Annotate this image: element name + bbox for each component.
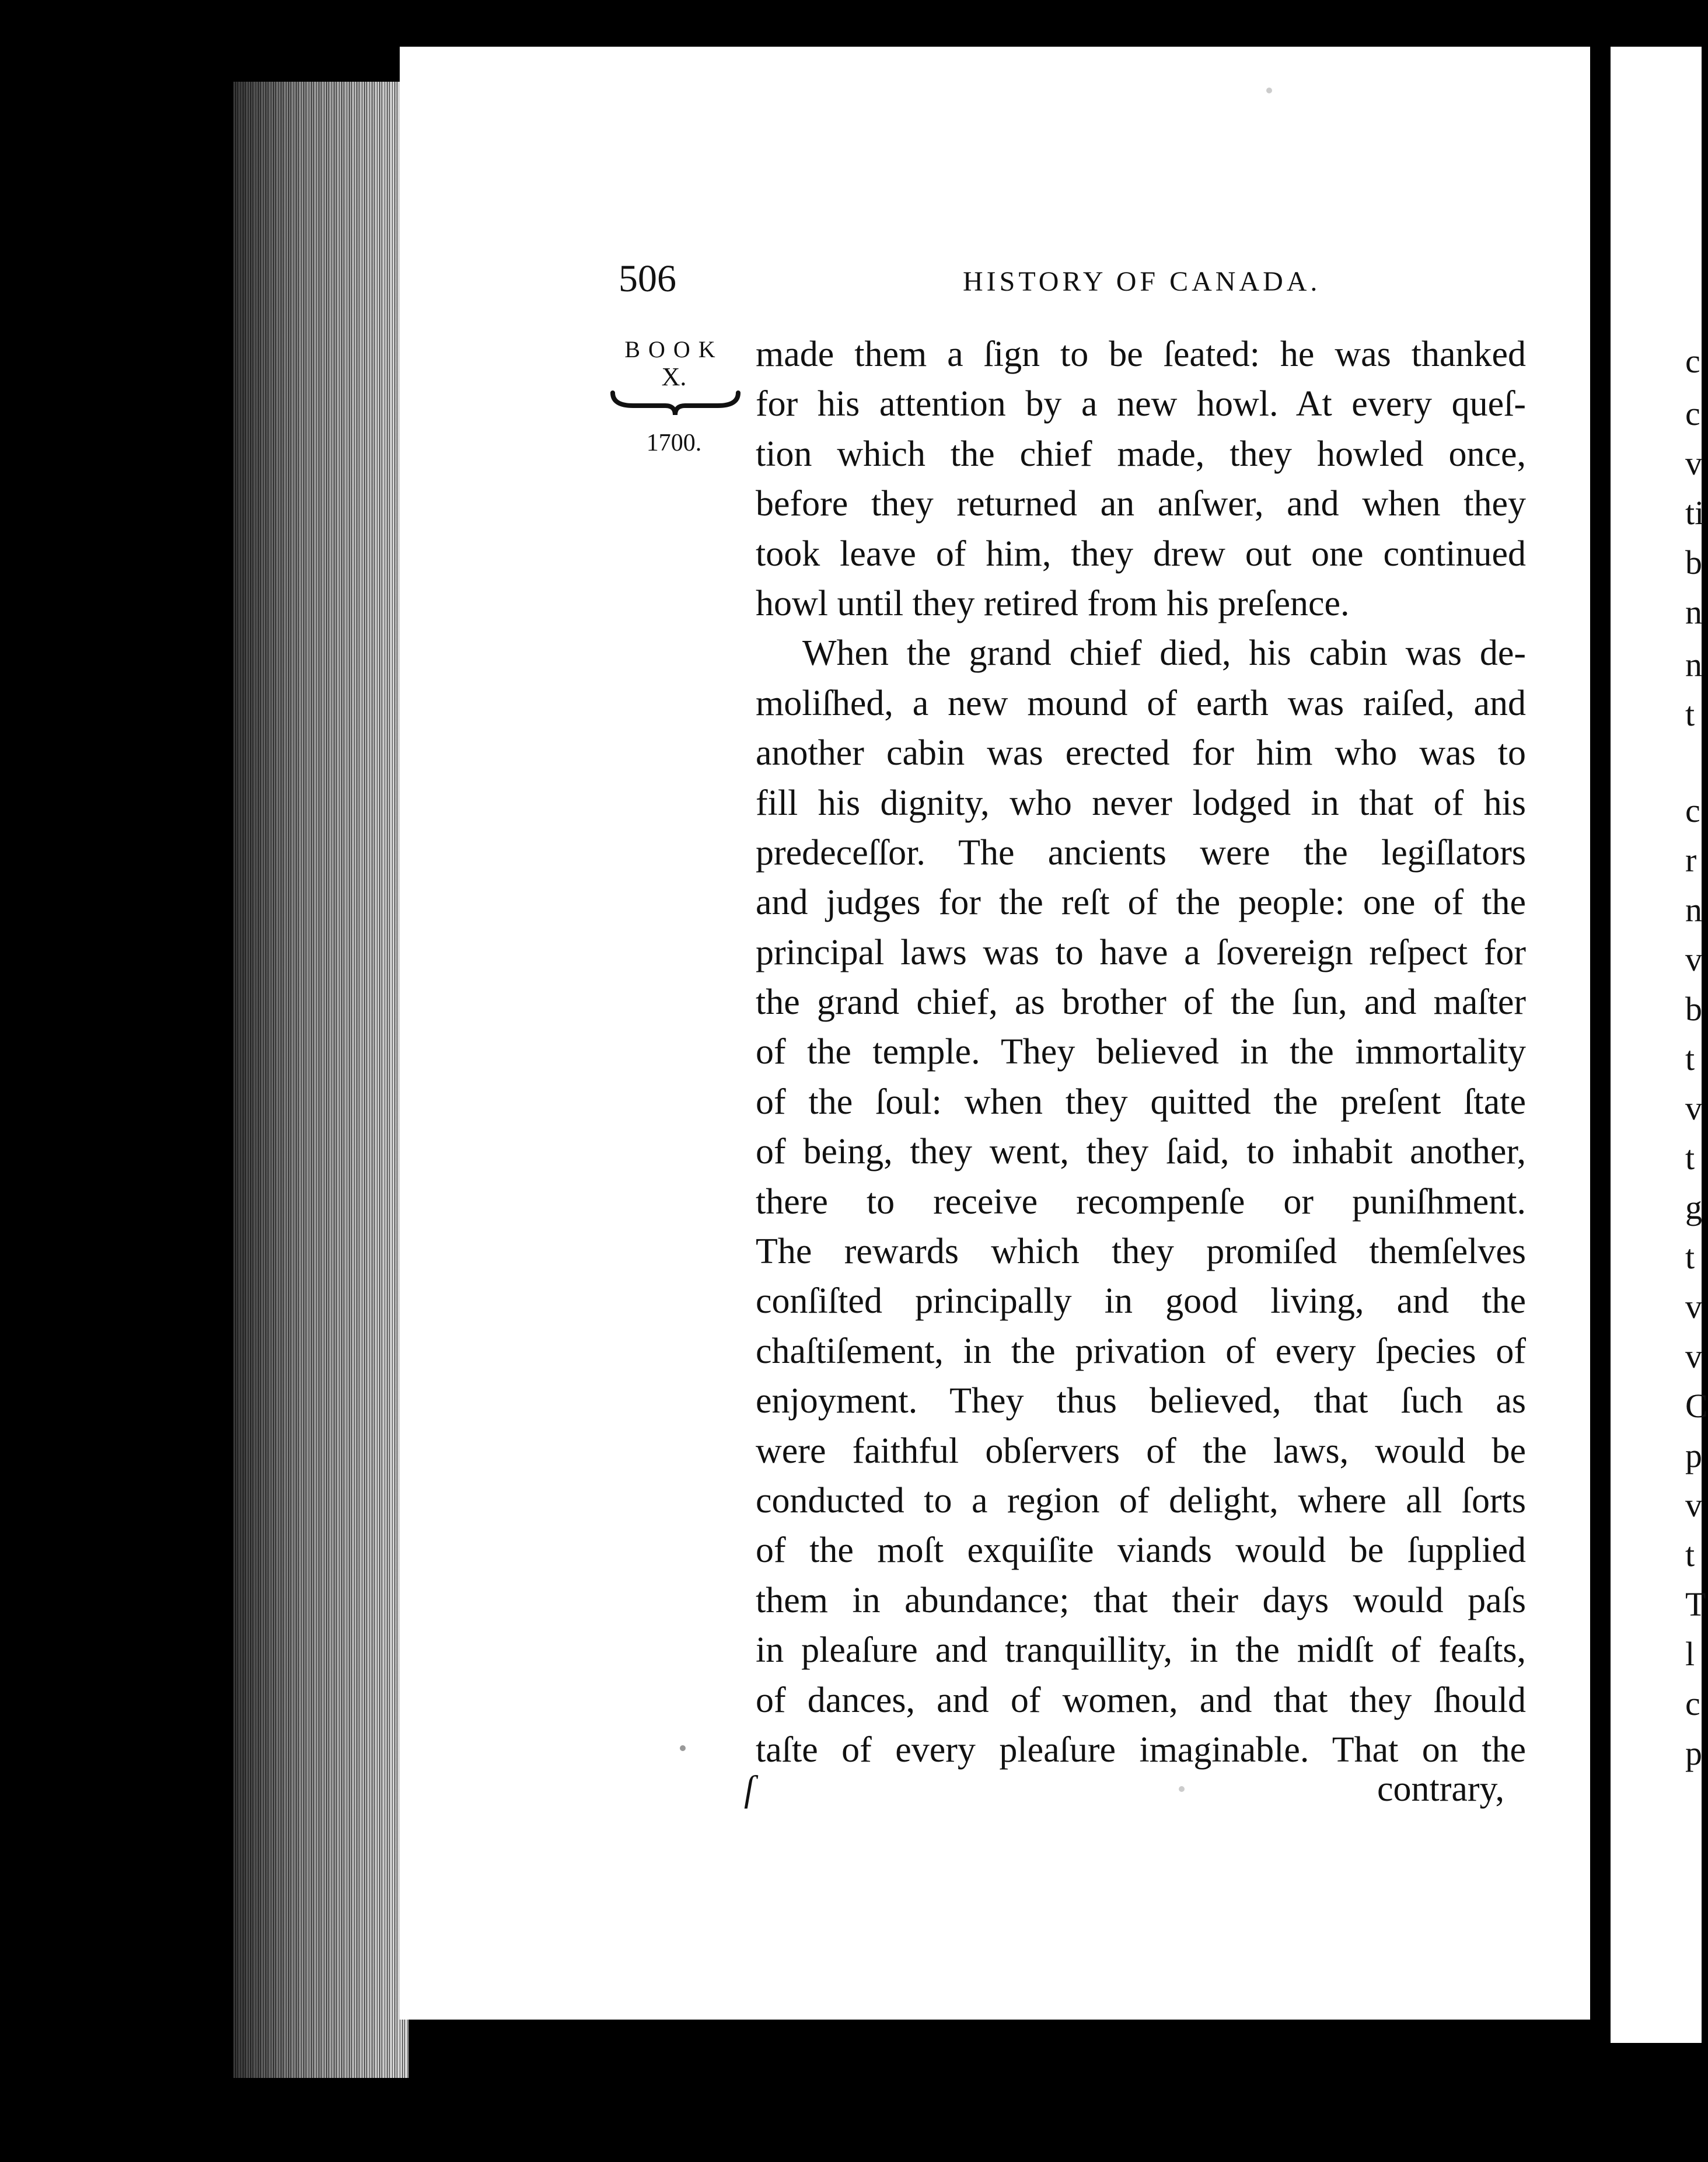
page-number: 506 [619,257,676,300]
text-line: the grand chief, as brother of the ſun, and maſter [756,982,1526,1023]
facing-page-letter: v [1685,940,1702,978]
page-edges-shadow [233,82,408,2078]
dust-speck [680,1745,686,1751]
signature-mark: ſ [744,1769,755,1809]
facing-page-letter: b [1685,543,1702,581]
text-line: chaſtiſement, in the privation of every ſpecies of [756,1331,1526,1371]
facing-page-letter: v [1685,444,1702,482]
facing-page-letter: c [1685,791,1700,829]
margin-year: 1700. [646,430,702,456]
text-line: When the grand chief died, his cabin was de- [802,633,1526,674]
text-line: before they returned an anſwer, and when they [756,484,1526,524]
facing-page-letter: p [1685,1436,1702,1474]
text-line: there to receive recompenſe or puniſhment. [756,1181,1526,1222]
facing-page-letter: c [1685,1685,1700,1722]
facing-page-letter: c [1685,395,1700,433]
text-line: taſte of every pleaſure imaginable. That on the [756,1729,1526,1770]
facing-page-letter: r [1685,841,1697,879]
margin-volume: X. [661,362,687,391]
facing-page-letter: t [1685,1139,1695,1177]
facing-page-letter: n [1685,646,1702,684]
facing-page-letter: v [1685,1089,1702,1127]
text-line: enjoyment. They thus believed, that ſuch as [756,1381,1526,1421]
facing-page-letter: t [1685,695,1695,733]
facing-page-letter: n [1685,593,1702,631]
facing-page-letter: n [1685,891,1702,929]
running-title: HISTORY OF CANADA. [963,266,1321,297]
facing-page-letter: C [1685,1387,1708,1425]
text-line: were faithful obſervers of the laws, would be [756,1431,1526,1471]
dust-speck [1179,1786,1185,1792]
text-line: took leave of him, they drew out one continued [756,533,1526,574]
text-line: conducted to a region of delight, where all ſorts [756,1480,1526,1521]
text-line: predeceſſor. The ancients were the legiſlators [756,832,1526,873]
facing-page-letter: t [1685,1536,1695,1574]
text-line: howl until they retired from his preſence. [756,583,1350,623]
catchword: contrary, [1377,1769,1505,1809]
text-line: fill his dignity, who never lodged in that of his [756,783,1526,823]
facing-page-letter: c [1685,342,1700,380]
facing-page-letter: g [1685,1188,1702,1226]
curly-brace-icon [610,388,741,417]
facing-page-letter: v [1685,1337,1702,1375]
text-line: in pleaſure and tranquillity, in the midſt of feaſts, [756,1630,1526,1671]
facing-page-letter: l [1685,1635,1695,1673]
text-line: tion which the chief made, they howled once, [756,434,1526,474]
text-line: of the moſt exquiſite viands would be ſupplied [756,1530,1526,1571]
text-line: The rewards which they promiſed themſelves [756,1232,1526,1272]
text-line: principal laws was to have a ſovereign reſpect for [756,932,1526,972]
text-line: made them a ſign to be ſeated: he was thanked [756,334,1526,374]
text-line: for his attention by a new howl. At every queſ- [756,384,1526,424]
text-line: of being, they went, they ſaid, to inhabit another, [756,1132,1526,1172]
text-line: of the ſoul: when they quitted the preſent ſtate [756,1082,1526,1122]
text-line: of the temple. They believed in the immortality [756,1032,1526,1072]
facing-page-letter: v [1685,1288,1702,1326]
text-line: and judges for the reſt of the people: one of the [756,883,1526,923]
facing-page-letter: t [1685,1238,1695,1276]
book-gutter [1590,47,1611,2020]
text-line: moliſhed, a new mound of earth was raiſed, and [756,683,1526,723]
body-text [756,330,1526,1775]
facing-page-letter: p [1685,1734,1702,1772]
dust-speck [1266,88,1272,93]
facing-page-letter: T [1685,1585,1706,1623]
margin-book-label: BOOK [624,336,724,362]
text-line: them in abundance; that their days would paſs [756,1580,1526,1620]
facing-page-letter: ti [1685,494,1704,532]
text-line: another cabin was erected for him who was to [756,733,1526,773]
text-line: of dances, and of women, and that they ſhould [756,1680,1526,1720]
facing-page-letter: t [1685,1040,1695,1077]
facing-page-letter: b [1685,990,1702,1028]
text-line: conſiſted principally in good living, and the [756,1281,1526,1321]
facing-page-letter: v [1685,1486,1702,1524]
